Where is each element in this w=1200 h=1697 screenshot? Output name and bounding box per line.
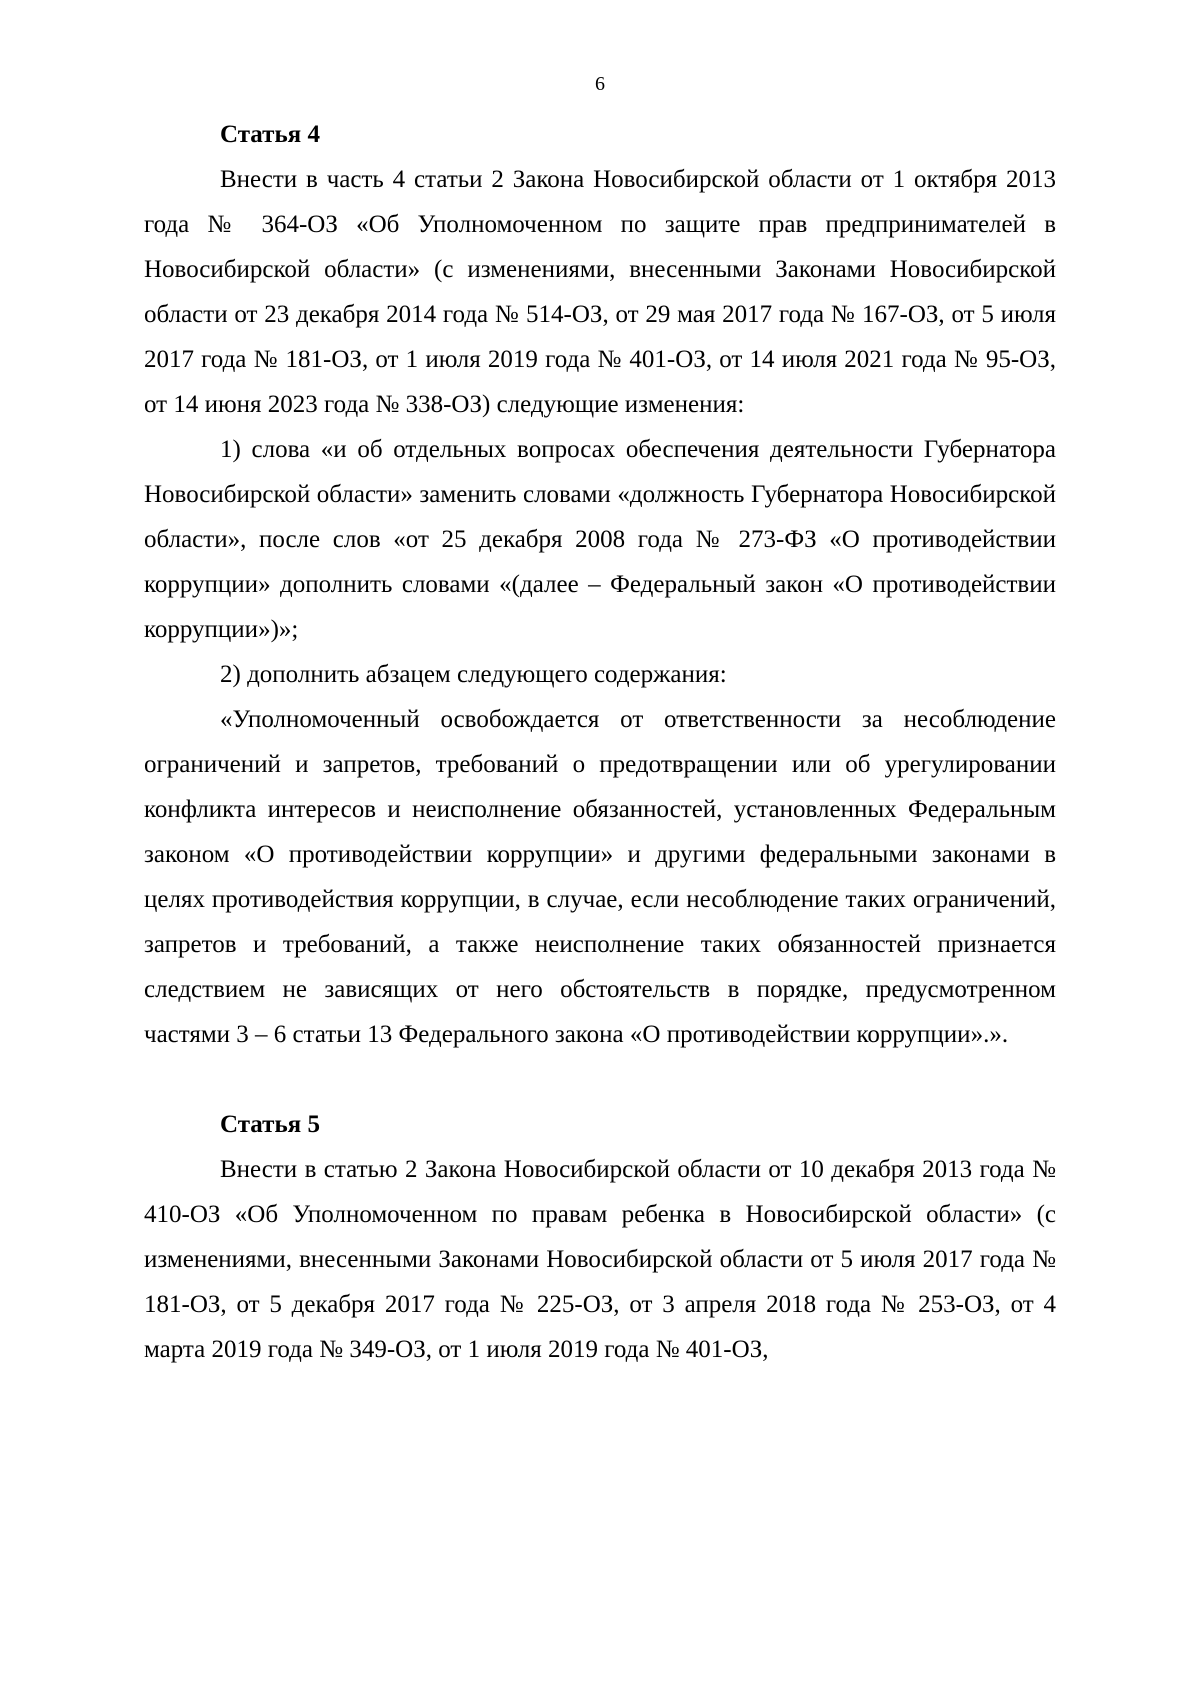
section-spacer bbox=[144, 1057, 1056, 1102]
article-4-item-2: 2) дополнить абзацем следующего содержания: bbox=[220, 661, 727, 688]
page-number: 6 bbox=[595, 73, 605, 95]
article-4-item-1: 1) слова «и об отдельных вопросах обеспечения деятельности Губернатора Новосибирской области» заменить словами «должность Губернатора Новосибирской области», после слов «от 25 декабря 2008 года № 273-ФЗ «О противодействии коррупции» дополнить словами «(далее – Федеральный закон «О противодействии коррупции»)»; bbox=[144, 436, 1056, 643]
article-4 bbox=[144, 112, 1056, 1057]
article-5 bbox=[144, 1102, 1056, 1372]
article-4-heading: Статья 4 bbox=[220, 121, 320, 148]
article-4-quote: «Уполномоченный освобождается от ответственности за несоблюдение ограничений и запретов, требований о предотвращении или об урегулировании конфликта интересов и неисполнение обязанностей, установленных Федеральным законом «О противодействии коррупции» и другими федеральными законами в целях противодействия коррупции, в случае, если несоблюдение таких ограничений, запретов и требований, а также неисполнение таких обязанностей признается следствием не зависящих от него обстоятельств в порядке, предусмотренном частями 3 – 6 статьи 13 Федерального закона «О противодействии коррупции».». bbox=[144, 706, 1056, 1048]
article-5-heading: Статья 5 bbox=[220, 1111, 320, 1138]
article-5-intro: Внести в статью 2 Закона Новосибирской области от 10 декабря 2013 года № 410-ОЗ «Об Уполномоченном по правам ребенка в Новосибирской области» (с изменениями, внесенными Законами Новосибирской области от 5 июля 2017 года № 181-ОЗ, от 5 декабря 2017 года № 225-ОЗ, от 3 апреля 2018 года № 253-ОЗ, от 4 марта 2019 года № 349-ОЗ, от 1 июля 2019 года № 401-ОЗ, bbox=[144, 1156, 1056, 1363]
article-4-intro: Внести в часть 4 статьи 2 Закона Новосибирской области от 1 октября 2013 года № 364-ОЗ «Об Уполномоченном по защите прав предпринимателей в Новосибирской области» (с изменениями, внесенными Законами Новосибирской области от 23 декабря 2014 года № 514-ОЗ, от 29 мая 2017 года № 167-ОЗ, от 5 июля 2017 года № 181-ОЗ, от 1 июля 2019 года № 401-ОЗ, от 14 июля 2021 года № 95-ОЗ, от 14 июня 2023 года № 338-ОЗ) следующие изменения: bbox=[144, 166, 1056, 418]
document-body bbox=[144, 112, 1056, 1372]
